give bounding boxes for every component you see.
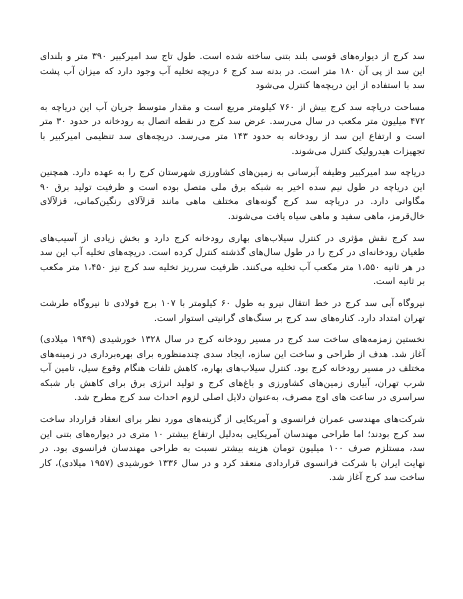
- paragraph-lake-area: مساحت دریاچه سد کرج بیش از ۷۶۰ کیلومتر مربع است و مقدار متوسط جریان آب این دریاچه به ۴۷۲ میلیون متر مکعب در سال می‌رسد. عرض سد کرج در نقطه اتصال به رودخانه در حدود ۳۰ متر است و ارتفاع این سد از رودخانه به حدود ۱۴۳ متر می‌رسد. دریچه‌های سد تنظیمی امیرکبیر با تجهیزات هیدرولیک کنترل می‌شوند.: [40, 101, 426, 157]
- paragraph-flood-control: سد کرج نقش مؤثری در کنترل سیلاب‌های بهاری رودخانه کرج دارد و بخش زیادی از آسیب‌های طغیان رودخانه‌ای در کرج را در طول سال‌های گذشته کنترل کرده است. دریچه‌های تخلیه آب این سد در هر ثانیه ۱،۵۵۰ متر مکعب آب تخلیه می‌کنند. ظرفیت سرریز تخلیه سد کرج نیز ۱،۴۵۰ متر مکعب بر ثانیه است.: [40, 232, 425, 288]
- paragraph-irrigation-power: دریاچه سد امیرکبیر وظیفه آبرسانی به زمین‌های کشاورزی شهرستان کرج را به عهده دارد. همچنین این دریاچه در طول نیم سده اخیر به شبکه برق ملی متصل بوده است و ظرفیت تولید برق ۹۰ مگاواتی دارد. در دریاچه سد کرج گونه‌های مختلف ماهی مانند قزلآلای رنگین‌کمانی، قزلآلای خال‌قرمز، ماهی سفید و ماهی سیاه یافت می‌شوند.: [40, 167, 425, 222]
- paragraph-hydropower-line: نیروگاه آبی سد کرج در خط انتقال نیرو به طول ۶۰ کیلومتر با ۱۰۷ برج فولادی تا نیروگاه طرشت تهران امتداد دارد. کناره‌های سد کرج بر سنگ‌های گرانیتی استوار است.: [40, 297, 425, 324]
- paragraph-contractors: شرکت‌های مهندسی عمران فرانسوی و آمریکایی از گزینه‌های مورد نظر برای انعقاد قرارداد ساخت سد کرج بودند؛ اما طراحی مهندسان آمریکایی به‌دلیل ارتفاع بیشتر ۱۰ متری در دیواره‌های بتنی این سد، مستلزم صرف ۱۰۰ میلیون تومان هزینه بیشتر نسبت به طراحی مهندسان فرانسوی بود. در نهایت ایران با شرکت فرانسوی قراردادی منعقد کرد و در سال ۱۳۳۶ خورشیدی (۱۹۵۷ میلادی)، کار ساخت سد کرج آغاز شد.: [40, 414, 426, 484]
- paragraph-history: نخستین زمزمه‌های ساخت سد کرج در مسیر رودخانه کرج در سال ۱۳۲۸ خورشیدی (۱۹۴۹ میلادی) آغاز شد. هدف از طراحی و ساخت این سازه، ایجاد سدی چندمنظوره برای بهره‌برداری در زمینه‌های مختلف در مسیر رودخانه کرج بود. کنترل سیلاب‌های بهاره، کاهش تلفات هنگام وقوع سیل، تامین آب شرب تهران، آبیاری زمین‌های کشاورزی و باغ‌های کرج و تولید انرژی برق برای کاهش بار شبکه سراسری در ساعت های اوج مصرف، به‌عنوان دلایل اصلی لزوم احداث سد کرج مطرح شد.: [40, 334, 425, 404]
- paragraph-dam-structure: سد کرج از دیواره‌های قوسی بلند بتنی ساخته شده است. طول تاج سد امیرکبیر ۳۹۰ متر و بلندای این سد از پی آن ۱۸۰ متر است. در بدنه سد کرج ۶ دریچه تخلیه آب وجود دارد که میزان آب پشت سد با استفاده از این دریچه‌ها کنترل می‌شود: [40, 51, 425, 92]
